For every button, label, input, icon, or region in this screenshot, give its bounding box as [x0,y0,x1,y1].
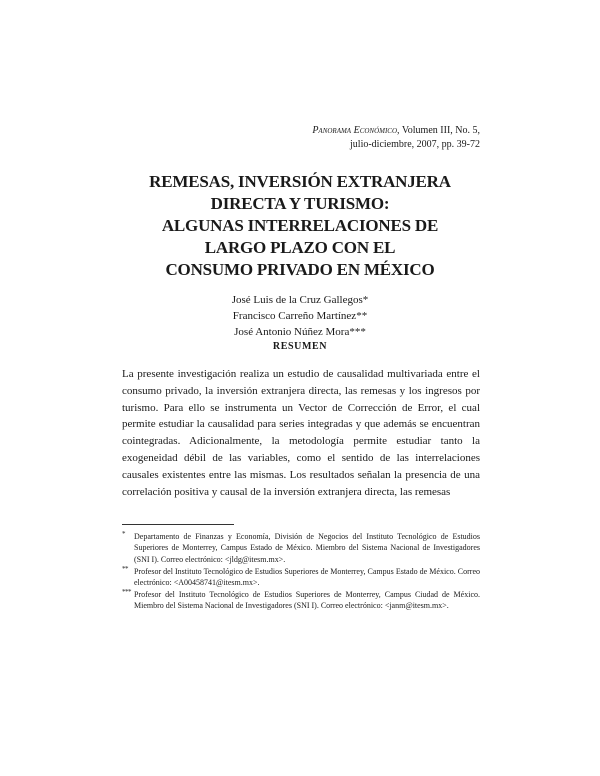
journal-line-1 [312,124,480,138]
title-line: REMESAS, INVERSIÓN EXTRANJERA [149,172,451,191]
journal-volume: Volumen III, No. 5, [399,125,480,136]
footnote-mark: *** [122,588,131,597]
footnote-mark: ** [122,564,128,573]
journal-citation [312,124,480,152]
footnote [122,531,480,565]
article-title [100,171,500,281]
title-line: CONSUMO PRIVADO EN MÉXICO [165,260,435,279]
title-line: ALGUNAS INTERRELACIONES DE [161,216,439,235]
footnote-divider [122,524,234,525]
footnote-text: Profesor del Instituto Tecnológico de Estudios Superiores de Monterrey, Campus Estado de México. Correo electrónico: <A00458741@itesm.mx>. [134,566,480,588]
title-line: LARGO PLAZO CON EL [204,238,396,257]
footnote-text: Departamento de Finanzas y Economía, División de Negocios del Instituto Tecnológico de Estudios Superiores de Monterrey, Campus Estado de México. Miembro del Sistema Nacional de Investigadores (SNI I). Correo electrónico: <jldg@itesm.mx>. [134,532,480,564]
footnote [122,566,480,589]
journal-date-pages: julio-diciembre, 2007, pp. 39-72 [350,139,480,150]
abstract-heading: RESUMEN [272,341,328,352]
footnotes [122,531,480,612]
title-line: DIRECTA Y TURISMO: [210,194,390,213]
author-list [100,292,500,340]
journal-name: Panorama Económico, [312,125,400,136]
abstract-text: La presente investigación realiza un estudio de causalidad multivariada entre el consumo privado, la inversión extranjera directa, las remesas y los ingresos por turismo. Para ello se instrumenta un Vector de Corrección de Error, el cual permite estudiar la causalidad para series integradas y que además se encuentran cointegradas. Adicionalmente, la metodología permite estudiar tanto la exogeneidad débil de las variables, como el sentido de las interrelaciones causales existentes entre las mismas. Los resultados señalan la presencia de una correlación positiva y causal de la inversión extranjera directa, las remesas [122,368,480,498]
footnote-mark: * [122,530,125,538]
author-name: José Luis de la Cruz Gallegos* [231,294,369,306]
author-name: José Antonio Núñez Mora*** [234,326,366,338]
author-name: Francisco Carreño Martínez** [232,310,368,322]
footnote [122,589,480,612]
footnote-text: Profesor del Instituto Tecnológico de Estudios Superiores de Monterrey, Campus Ciudad de México. Miembro del Sistema Nacional de Investigadores (SNI I). Correo electrónico: <janm@itesm.mx>. [134,590,480,611]
